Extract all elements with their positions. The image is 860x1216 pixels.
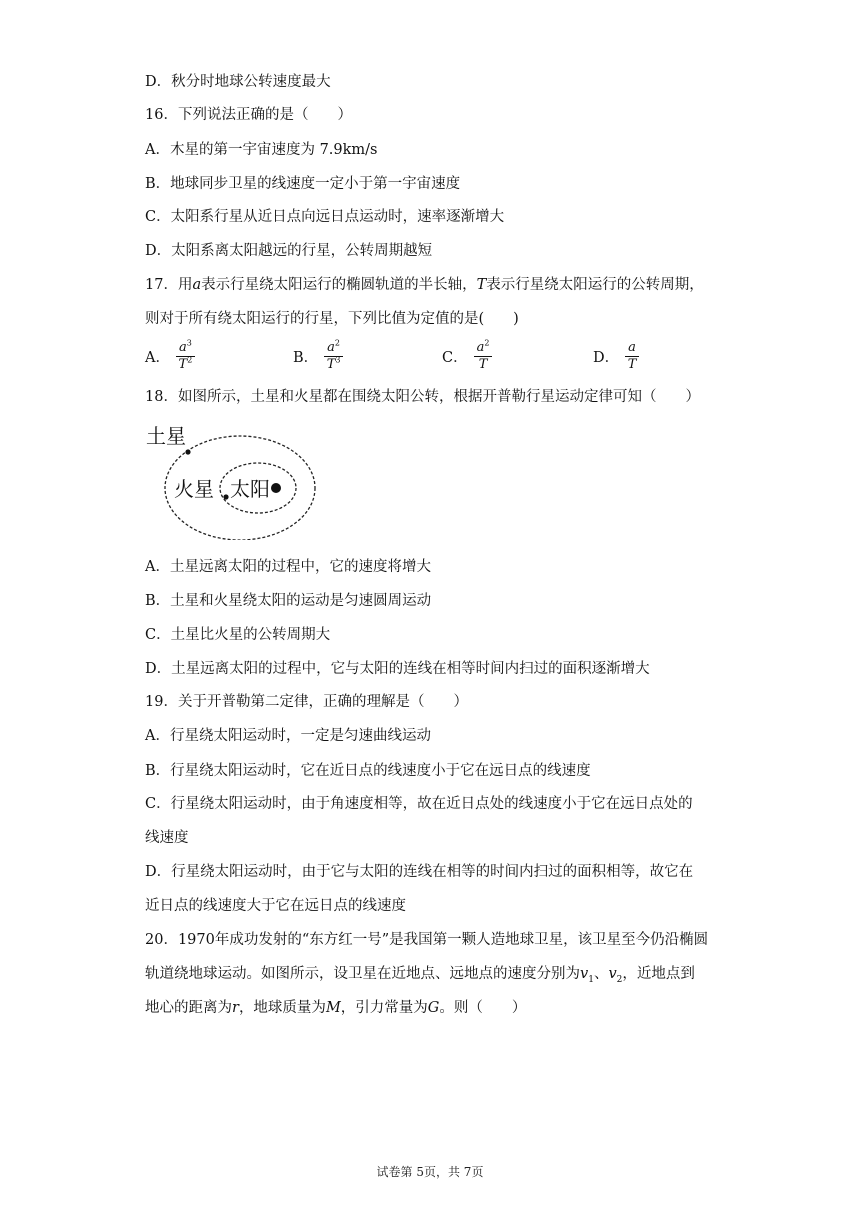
q17-stem-line1 (145, 275, 704, 295)
option-label: A． (145, 350, 170, 366)
q20-line3: 地心的距离为r，地球质量为M，引力常量为G。则（ ） (145, 1000, 527, 1016)
var-M: M (325, 1000, 341, 1016)
q18-stem: 18．如图所示，土星和火星都在围绕太阳公转，根据开普勒行星运动定律可知（ ） (145, 389, 700, 405)
q17-stem-prefix: 17．用 (145, 277, 193, 293)
q17-option-b (293, 340, 343, 373)
q17-option-a (145, 340, 195, 373)
var-v1: v (580, 966, 589, 982)
sun-dot (271, 483, 281, 493)
q19-option-c: C．行星绕太阳运动时，由于角速度相等，故在近日点处的线速度小于它在远日点处的 (145, 796, 693, 812)
saturn-label: 土星 (146, 424, 186, 448)
q18-option-c: C．土星比火星的公转周期大 (145, 627, 331, 643)
q19-stem: 19．关于开普勒第二定律，正确的理解是（ ） (145, 694, 468, 710)
q19-option-b: B．行星绕太阳运动时，它在近日点的线速度小于它在远日点的线速度 (145, 763, 591, 779)
q16-option-a: A．木星的第一宇宙速度为 7.9km/s (145, 142, 378, 158)
q20-line1: 20．1970年成功发射的“东方红一号”是我国第一颗人造地球卫星，该卫星至今仍沿椭圆 (145, 932, 709, 948)
q18-orbit-figure (140, 420, 325, 540)
sun-label: 太阳 (230, 477, 270, 501)
q17-var-T: T (476, 277, 487, 293)
q17-stem-mid: 表示行星绕太阳运行的椭圆轨道的半长轴， (201, 277, 477, 293)
var-v2: v (608, 966, 617, 982)
q17-option-d (593, 340, 639, 373)
q19-option-a: A．行星绕太阳运动时，一定是匀速曲线运动 (145, 728, 431, 744)
page-footer: 试卷第 5页，共 7页 (376, 1165, 484, 1179)
fraction: $\frac{a^3}{T^2}$ (176, 340, 195, 373)
q16-option-c: C．太阳系行星从近日点向远日点运动时，速率逐渐增大 (145, 209, 505, 225)
q16-option-b: B．地球同步卫星的线速度一定小于第一宇宙速度 (145, 176, 461, 192)
q17-stem-line2: 则对于所有绕太阳运行的行星，下列比值为定值的是( ) (145, 311, 519, 327)
q16-stem: 16．下列说法正确的是（ ） (145, 107, 352, 123)
fraction: $\frac{a^2}{T}$ (474, 340, 493, 373)
q16-option-d: D．太阳系离太阳越远的行星，公转周期越短 (145, 243, 433, 259)
q18-option-d: D．土星远离太阳的过程中，它与太阳的连线在相等时间内扫过的面积逐渐增大 (145, 661, 650, 677)
mars-label: 火星 (174, 477, 214, 501)
q19-option-d: D．行星绕太阳运动时，由于它与太阳的连线在相等的时间内扫过的面积相等，故它在 (145, 864, 694, 880)
saturn-dot (185, 449, 190, 454)
q15-option-d: D．秋分时地球公转速度最大 (145, 74, 331, 90)
q19-option-d-cont: 近日点的线速度大于它在远日点的线速度 (145, 898, 406, 914)
fraction: $\frac{a^2}{T^3}$ (324, 340, 343, 373)
var-G: G (427, 1000, 440, 1016)
q19-option-c-cont: 线速度 (145, 830, 189, 846)
q18-option-a: A．土星远离太阳的过程中，它的速度将增大 (145, 559, 431, 575)
option-label: D． (593, 350, 620, 366)
fraction: $\frac{a}{T}$ (625, 340, 639, 373)
var-r: r (232, 1000, 239, 1016)
mars-dot (223, 494, 228, 499)
q17-stem-suffix: 表示行星绕太阳运行的公转周期， (486, 277, 704, 293)
option-label: B． (293, 350, 319, 366)
q17-var-a: a (192, 277, 202, 293)
option-label: C． (442, 350, 468, 366)
q18-option-b: B．土星和火星绕太阳的运动是匀速圆周运动 (145, 593, 432, 609)
q17-option-c (442, 340, 492, 373)
q20-line2: 轨道绕地球运动。如图所示，设卫星在近地点、远地点的速度分别为$v_1$、$v_2$，近地点到 (145, 966, 695, 985)
